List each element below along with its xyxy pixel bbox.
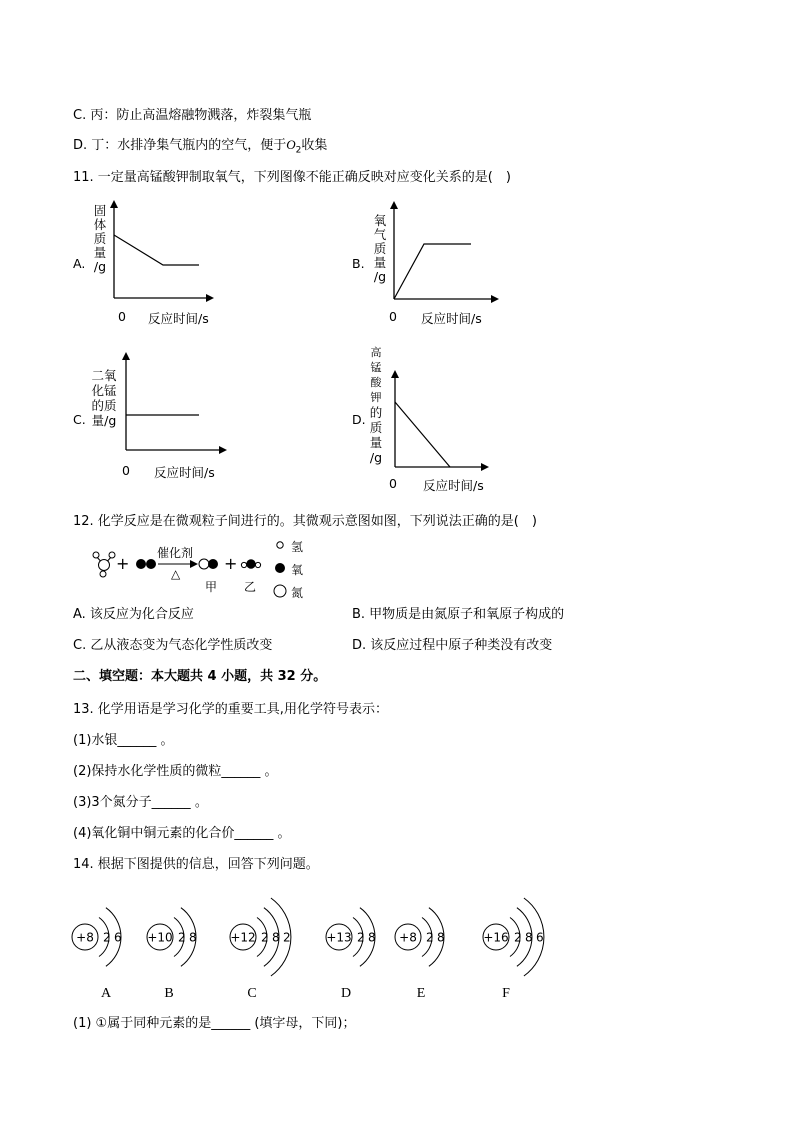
q12-option-c: C. 乙从液态变为气态化学性质改变 — [73, 638, 273, 653]
nucleus-charge: +8 — [76, 930, 94, 945]
graph-b-curve — [394, 244, 471, 299]
reaction-plus-1: + — [116, 554, 130, 573]
option-d-tail: 收集 — [301, 138, 328, 153]
graph-b-axes — [394, 203, 497, 299]
heat-symbol: △ — [171, 567, 181, 581]
atom-letter: E — [416, 986, 426, 1001]
electron-count: 8 — [525, 930, 533, 945]
electron-count: 8 — [368, 930, 376, 945]
section-2-heading: 二、填空题：本大题共 4 小题，共 32 分。 — [73, 669, 327, 684]
atom-letter: D — [340, 986, 352, 1001]
atom-diagrams — [72, 898, 544, 1001]
graph-d-origin: 0 — [389, 476, 397, 491]
electron-count: 2 — [178, 930, 186, 945]
atom-letter: A — [100, 986, 112, 1001]
electron-count: 2 — [103, 930, 111, 945]
graph-a-ylabel: 固 体 质 量 /g — [93, 203, 107, 274]
atom-diagram-e — [395, 908, 445, 1001]
atom-diagram-f — [483, 898, 544, 1001]
atom-diagram-c — [230, 898, 291, 1001]
reaction-plus-2: + — [224, 554, 238, 573]
q13-part-4: (4)氧化铜中铜元素的化合价______ 。 — [73, 826, 291, 841]
graph-d-curve — [395, 402, 450, 467]
atom-letter: B — [164, 986, 174, 1001]
reactant-ammonia-molecule — [93, 552, 115, 577]
jia-label: 甲 — [205, 580, 218, 594]
q12-option-b: B. 甲物质是由氮原子和氧原子构成的 — [352, 607, 565, 622]
nucleus-charge: +10 — [147, 930, 173, 945]
reactant-oxygen-molecule — [136, 559, 156, 569]
electron-count: 2 — [261, 930, 269, 945]
graph-d-option: D. — [352, 412, 366, 427]
graph-b-option: B. — [352, 256, 365, 271]
q13-part-1: (1)水银______ 。 — [73, 733, 174, 748]
q12-option-a: A. 该反应为化合反应 — [73, 607, 194, 622]
graph-b-ylabel: 氧 气 质 量 /g — [373, 213, 387, 284]
legend-oxygen: 氧 — [291, 563, 304, 577]
graph-a-axes — [114, 202, 212, 298]
graph-a-option: A. — [73, 256, 86, 271]
yi-label: 乙 — [244, 580, 257, 594]
q13-part-2: (2)保持水化学性质的微粒______ 。 — [73, 764, 278, 779]
question-12: 12. 化学反应是在微观粒子间进行的。其微观示意图如图，下列说法正确的是( ) — [73, 514, 537, 529]
graph-c-ylabel: 二氧 化锰 的质 量/g — [91, 368, 117, 428]
legend-nitrogen: 氮 — [291, 586, 304, 600]
product-yi-molecule — [241, 560, 260, 568]
legend-icons — [274, 542, 286, 597]
graph-a-curve — [114, 235, 199, 265]
atom-diagram-b — [147, 908, 197, 1001]
graph-d-ylabel: 高 锰 酸 钾 的 质 量 /g — [369, 346, 383, 465]
electron-count: 8 — [189, 930, 197, 945]
electron-count: 2 — [357, 930, 365, 945]
electron-count: 2 — [283, 930, 291, 945]
catalyst-label: 催化剂 — [157, 546, 194, 560]
product-jia-molecule — [199, 559, 218, 569]
graph-d-axes — [395, 372, 487, 467]
option-c-line: C. 丙：防止高温熔融物溅落，炸裂集气瓶 — [73, 108, 312, 123]
legend-hydrogen: 氢 — [291, 540, 304, 554]
atom-letter: C — [247, 986, 257, 1001]
nucleus-charge: +12 — [230, 930, 256, 945]
electron-count: 8 — [272, 930, 280, 945]
nucleus-charge: +13 — [326, 930, 352, 945]
graph-c-axes — [126, 354, 225, 450]
atom-diagram-d — [326, 908, 376, 1001]
question-13: 13. 化学用语是学习化学的重要工具,用化学符号表示： — [73, 702, 388, 717]
graph-c-xlabel: 反应时间/s — [154, 465, 215, 480]
q12-option-d: D. 该反应过程中原子种类没有改变 — [352, 638, 553, 653]
electron-count: 2 — [426, 930, 434, 945]
atom-diagram-a — [72, 908, 122, 1001]
graph-b-xlabel: 反应时间/s — [421, 311, 482, 326]
o2-symbol: O — [286, 137, 296, 152]
electron-count: 2 — [514, 930, 522, 945]
q14-part-1: (1) ①属于同种元素的是______ (填字母，下同)； — [73, 1016, 356, 1031]
graph-a-origin: 0 — [118, 309, 126, 324]
question-14: 14. 根据下图提供的信息，回答下列问题。 — [73, 857, 319, 872]
electron-count: 6 — [536, 930, 544, 945]
atom-letter: F — [502, 986, 510, 1001]
nucleus-charge: +8 — [399, 930, 417, 945]
graph-c-origin: 0 — [122, 463, 130, 478]
option-d-text: D. 丁：水排净集气瓶内的空气，便于 — [73, 138, 287, 153]
graph-b-origin: 0 — [389, 309, 397, 324]
question-11: 11. 一定量高锰酸钾制取氧气，下列图像不能正确反映对应变化关系的是( ) — [73, 170, 511, 185]
graph-c-option: C. — [73, 412, 86, 427]
graph-a-xlabel: 反应时间/s — [148, 311, 209, 326]
graph-d-xlabel: 反应时间/s — [423, 478, 484, 493]
electron-count: 6 — [114, 930, 122, 945]
electron-count: 8 — [437, 930, 445, 945]
q13-part-3: (3)3个氮分子______ 。 — [73, 795, 208, 810]
nucleus-charge: +16 — [483, 930, 509, 945]
o2-subscript: 2 — [295, 145, 302, 156]
